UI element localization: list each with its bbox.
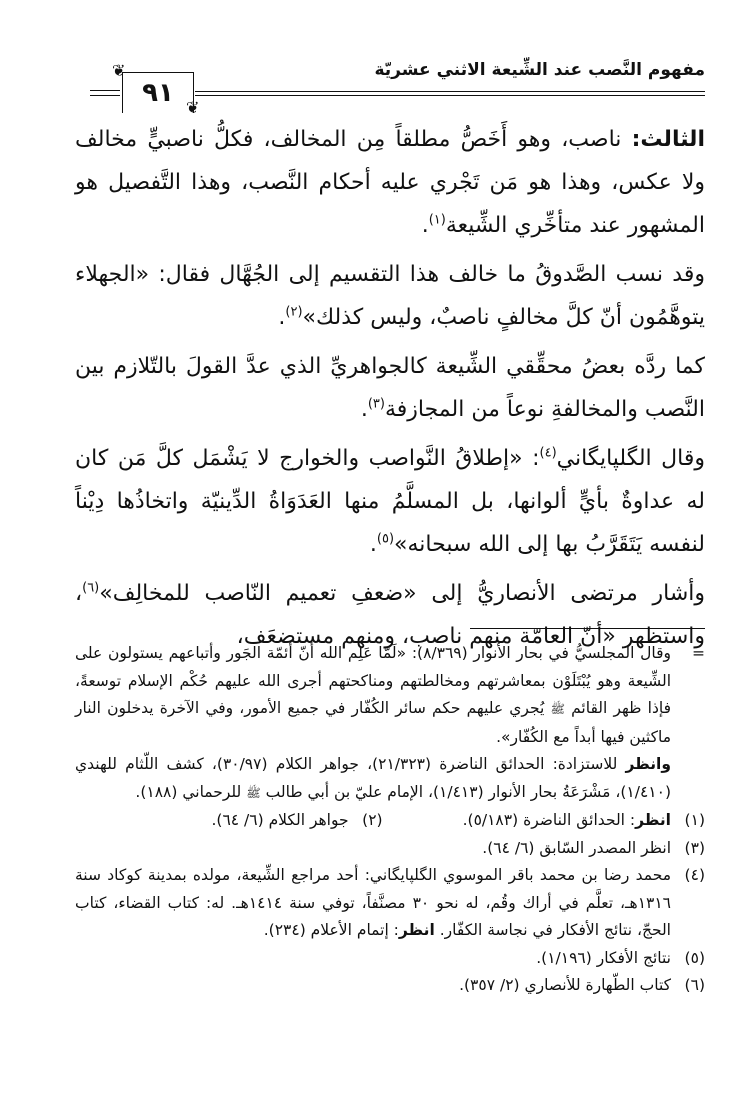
paragraph-text: وأشار مرتضى الأنصاريُّ إلى «ضعفِ تعميم النّاصب للمخالِف» [99,581,705,606]
punctuation: . [278,305,286,330]
header-rule-top [195,91,705,92]
paragraph-lead: الثالث: [631,127,705,152]
footnote-text: يُجري عليهم حكم سائر الكُفّار في جميع الأمور، وفي الآخرة يدخلون النار ماكثين فيها أبداً مع الكُفّار». [75,699,671,746]
footnote-number: (٢) [362,811,383,829]
footnote-5 [75,945,705,973]
footnote-2 [211,807,382,835]
footnote-ref[interactable]: (٣) [367,396,385,412]
salutation-icon: ﷺ [246,785,261,800]
footnote-row [75,807,705,835]
footnote-number: (٣) [684,838,705,857]
footnote-text: : الحدائق الناضرة (٥/١٨٣). [462,811,636,829]
footnote-text: للاستزادة: الحدائق الناضرة (٢١/٣٢٣)، جواهر الكلام (٣٠/٩٧)، كشف اللّثام للهندي (١/٤١٠)، مَشْرَعَةُ بحار الأنوار (١/٤١٣)، الإمام عليّ بن أبي طالب [75,755,671,801]
footnotes [75,640,705,1000]
ornament-icon: ❦ [186,98,200,117]
footnote-text: انظر المصدر السّابق (٦/ ٦٤). [482,838,671,857]
footnote-text: : إتمام الأعلام (٢٣٤). [263,921,399,939]
paragraph-1 [75,118,705,247]
footnote-text: نتائج الأفكار (١/١٩٦). [536,948,671,967]
footnote-text: جواهر الكلام (٦/ ٦٤). [211,811,349,829]
paragraph-text: وقد نسب الصَّدوقُ ما خالف هذا التقسيم إلى الجُهَّال فقال: «الجهلاء يتوهَّمُون أنّ كلَّ مخالفٍ ناصبٌ، وليس كذلك» [75,262,705,330]
header-rule-left-top [90,90,120,91]
page-number: ٩١ [122,72,194,113]
paragraph-text: ناصب، وهو أَخَصُّ مطلقاً مِن المخالف، فكلُّ ناصبيٍّ مخالف ولا عكس، وهذا هو مَن تَجْري عليه أحكام النَّصب، وهذا التَّفصيل هو المشهور عند متأخِّري الشِّيعة [75,127,705,238]
footnote-number: (١) [684,811,705,829]
punctuation: . [360,397,368,422]
header-rule-bottom [195,95,705,96]
footnote-ref[interactable]: (١) [428,212,446,228]
page-header [90,50,705,117]
footnote-1 [463,807,705,835]
footnote-text: وقال المجلسيُّ في بحار الأنوار (٨/٣٦٩): «لَمّا عَلِم الله أنّ أئمّة الجَور وأتباعهم يستولون على الشِّيعة وهو يُبْتَلَوْن بمعاشرتهم ومخالطتهم ومناكحتهم أجرى الله عليهم حُكْم الإسلام توسعةً، فإذا ظهر القائم [75,644,671,717]
paragraph-text: ، واستظهر «أنّ العامّة منهم ناصب، ومنهم مستضعَف، [75,581,705,649]
running-title: مفهوم النَّصب عند الشِّيعة الاثني عشريّة [374,60,705,80]
paragraph-2 [75,253,705,339]
footnote-ref[interactable]: (٤) [539,445,557,461]
footnote-ref[interactable]: (٦) [82,580,100,596]
paragraph-text: كما ردَّه بعضُ محقِّقي الشِّيعة كالجواهريِّ الذي عدَّ القولَ بالتّلازم بين النَّصب والمخالفةِ نوعاً من المجازفة [75,354,705,422]
footnote-4 [75,862,705,945]
footnote-text: كتاب الطّهارة للأنصاري (٢/ ٣٥٧). [459,976,671,994]
ornament-icon: ❦ [112,61,126,80]
header-rule-left-bottom [90,95,120,96]
footnote-lead: وانظر [625,755,672,773]
footnote-ref[interactable]: (٢) [285,304,303,320]
footnote-text: محمد رضا بن محمد باقر الموسوي الگلپايگاني: أحد مراجع الشِّيعة، مولده بمدينة كوكاد سنة ١٣١٦هـ، تعلَّم في أراك وقُم، له نحو ٣٠ مصنَّفاً، توفي سنة ١٤١٤هـ. له: كتاب القضاء، كتاب الحجّ، نتائج الأفكار في نجاسة الكفّار. [75,866,671,939]
footnote-ref[interactable]: (٥) [376,531,395,547]
paragraph-3 [75,345,705,431]
punctuation: . [369,532,377,557]
salutation-icon: ﷺ [550,702,565,716]
main-text [75,118,705,664]
paragraph-text: : «إطلاقُ النَّواصب والخوارج لا يَشْمَل كلَّ مَن كان له عداوةٌ بأيٍّ ألوانها، بل المسلَّمُ منها العَدَوَاةُ الدِّينيّة واتخاذُها دِيْناً لنفسه يَتَقَرَّبُ بها إلى الله سبحانه» [75,446,705,557]
footnote-3 [75,835,705,863]
continuation-mark: = [692,644,705,662]
footnote-number: (٥) [684,948,705,967]
footnote-continued [75,640,705,807]
paragraph-4 [75,437,705,566]
footnote-lead: انظر [398,921,435,939]
footnote-number: (٤) [684,866,705,884]
punctuation: . [421,213,429,238]
footnote-text: للرحماني (١٨٨). [135,782,242,801]
footnote-separator [470,628,705,629]
footnote-6 [75,972,705,1000]
paragraph-text: وقال الگلپايگاني [556,446,705,471]
footnote-lead: انظر [635,811,671,829]
footnote-number: (٦) [684,976,705,994]
